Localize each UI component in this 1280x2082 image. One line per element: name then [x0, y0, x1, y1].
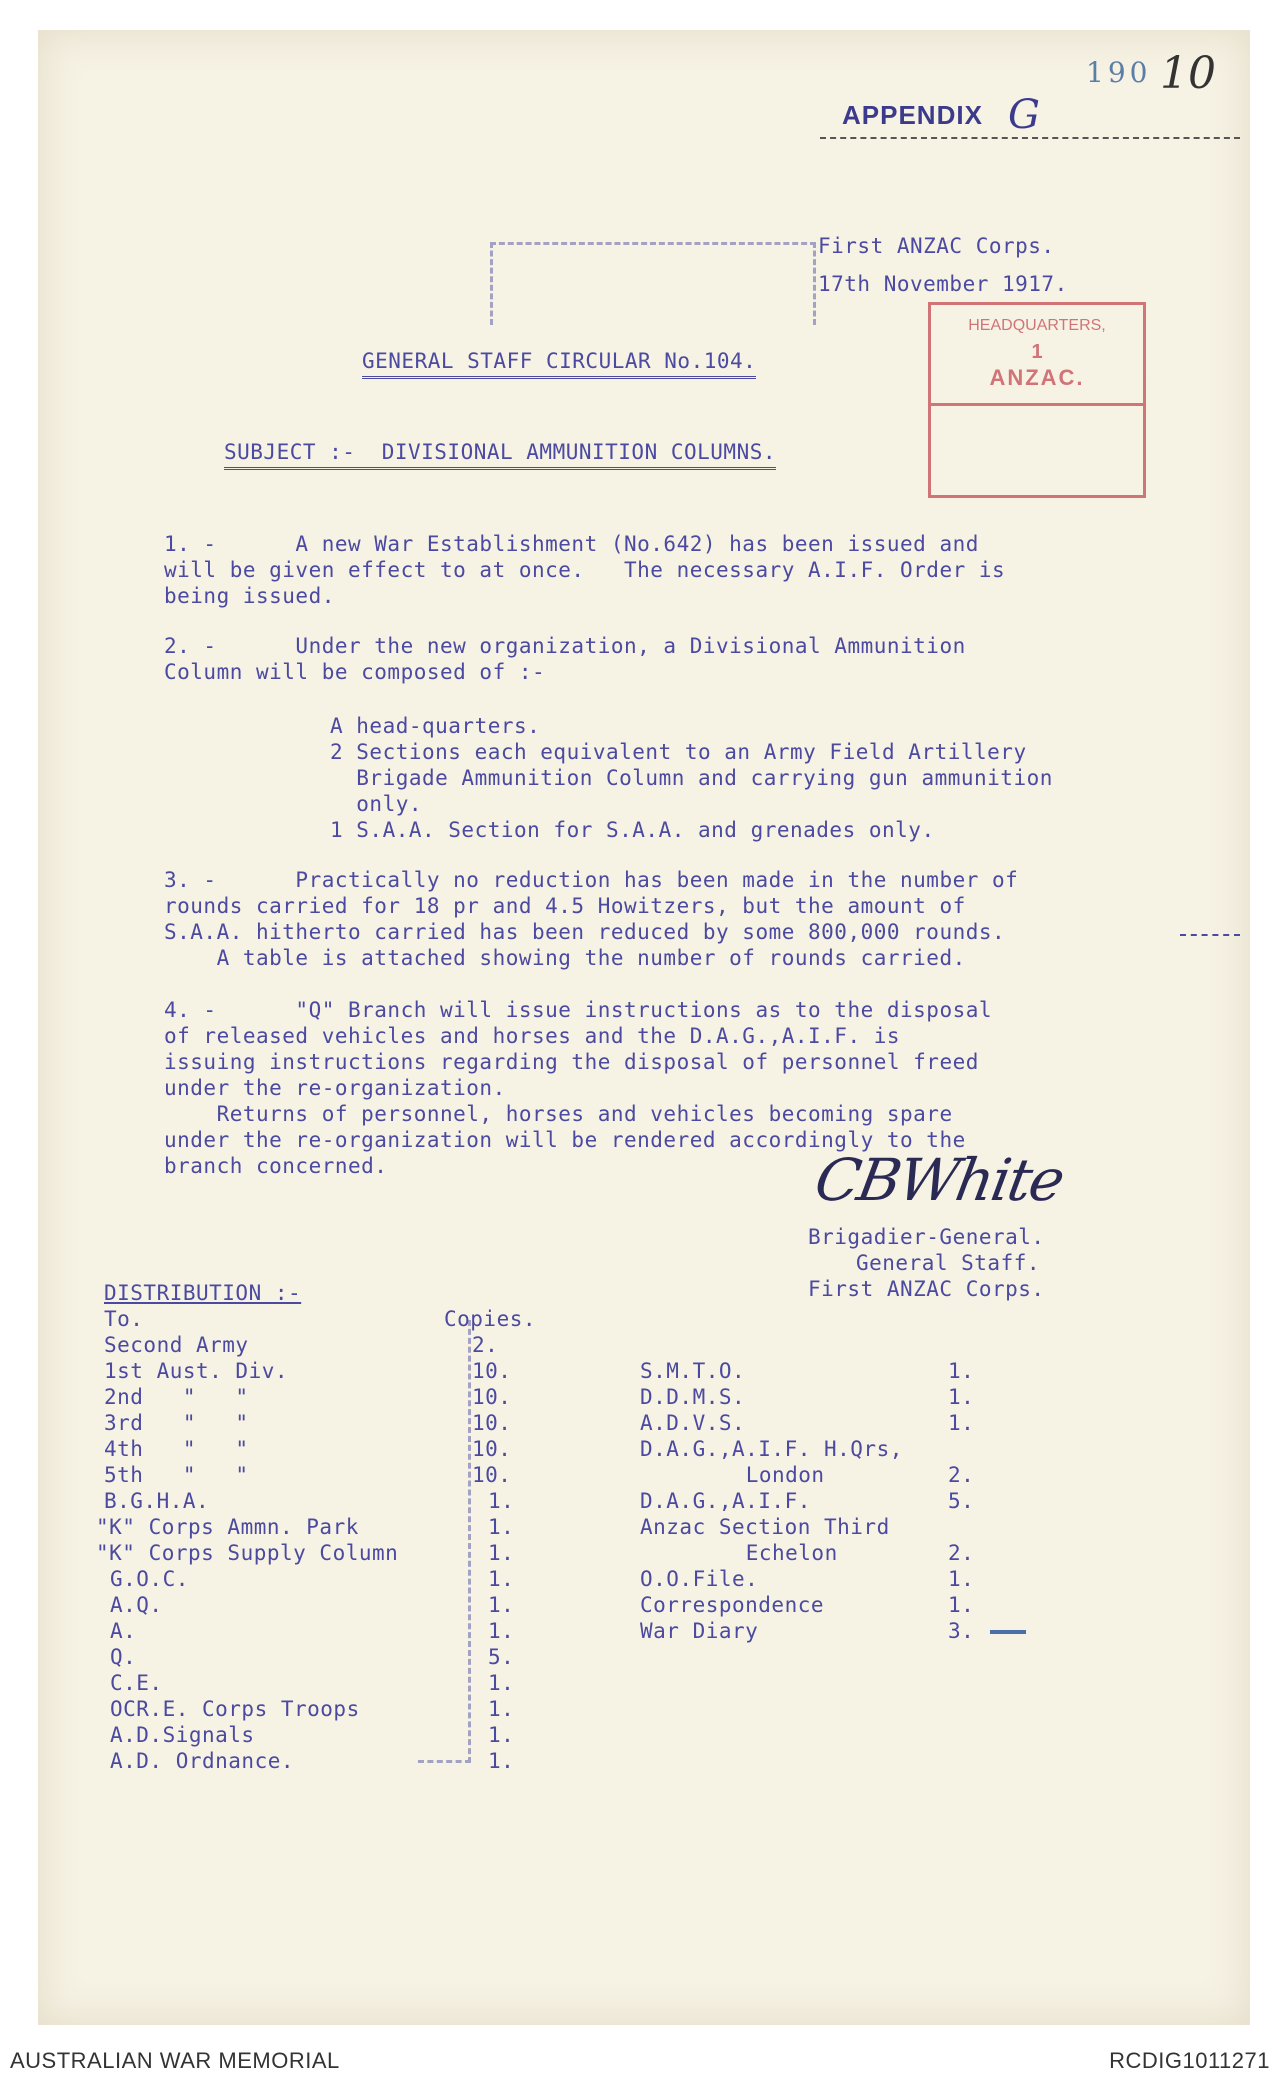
dist-left-name: A.Q. — [110, 1593, 163, 1617]
dist-left-copies: 10. — [472, 1385, 512, 1409]
dist-left-copies: 1. — [488, 1723, 515, 1747]
archive-credit: AUSTRALIAN WAR MEMORIAL — [10, 2048, 340, 2073]
dist-left-name: "K" Corps Supply Column — [96, 1541, 399, 1565]
hq-stamp-line1: HEADQUARTERS, — [968, 317, 1106, 334]
para-2-item-2b: Brigade Ammunition Column and carrying gun ammunition — [330, 766, 1053, 790]
archive-id: RCDIG1011271 — [1109, 2048, 1270, 2073]
dist-left-copies: 1. — [488, 1619, 515, 1643]
para-1-line-2: will be given effect to at once. The necessary A.I.F. Order is — [164, 558, 1006, 582]
dist-right-name: A.D.V.S. — [640, 1411, 746, 1435]
para-1-line-3: being issued. — [164, 584, 335, 608]
circular-title: GENERAL STAFF CIRCULAR No.104. — [362, 348, 756, 379]
bleed-through-box-lower — [418, 1320, 471, 1763]
dist-left-copies: 10. — [472, 1463, 512, 1487]
para-2-item-2a: 2 Sections each equivalent to an Army Field Artillery — [330, 740, 1027, 764]
dist-left-name: B.G.H.A. — [104, 1489, 210, 1513]
dist-right-name: War Diary — [640, 1619, 759, 1643]
dist-left-name: G.O.C. — [110, 1567, 189, 1591]
appendix-rule — [820, 137, 1240, 139]
signature-rank: Brigadier-General. — [808, 1225, 1045, 1249]
dist-left-copies: 1. — [488, 1697, 515, 1721]
para-2-item-1: A head-quarters. — [330, 714, 541, 738]
para-2-item-3: 1 S.A.A. Section for S.A.A. and grenades only. — [330, 818, 935, 842]
handwritten-signature: CBWhite — [810, 1146, 1069, 1214]
dist-right-name: D.A.G.,A.I.F. — [640, 1489, 811, 1513]
para-2-line-2: Column will be composed of :- — [164, 660, 546, 684]
para-4-line-4: under the re-organization. — [164, 1076, 506, 1100]
para-1-line-1: 1. - A new War Establishment (No.642) has been issued and — [164, 532, 979, 556]
dist-left-copies: 1. — [488, 1593, 515, 1617]
origin-line: First ANZAC Corps. — [818, 234, 1055, 258]
para-4-line-6: under the re-organization will be rendered accordingly to the — [164, 1128, 966, 1152]
dist-left-name: 2nd " " — [104, 1385, 249, 1409]
dist-right-copies: 3. — [948, 1619, 975, 1643]
dist-right-name: O.O.File. — [640, 1567, 759, 1591]
dist-left-name: Q. — [110, 1645, 137, 1669]
dist-right-copies: 1. — [948, 1593, 975, 1617]
appendix-letter: G — [1008, 92, 1040, 138]
para-2-item-2c: only. — [330, 792, 423, 816]
dist-right-name: Anzac Section Third — [640, 1515, 890, 1539]
dist-left-name: 5th " " — [104, 1463, 249, 1487]
dist-left-name: A. — [110, 1619, 137, 1643]
headquarters-stamp — [928, 302, 1146, 498]
dist-left-copies: 1. — [488, 1671, 515, 1695]
para-3-line-1: 3. - Practically no reduction has been made in the number of — [164, 868, 1019, 892]
para-4-line-2: of released vehicles and horses and the D.A.G.,A.I.F. is — [164, 1024, 901, 1048]
distribution-to-label: To. — [104, 1307, 144, 1331]
dist-right-name: D.A.G.,A.I.F. H.Qrs, — [640, 1437, 903, 1461]
dist-right-copies: 1. — [948, 1411, 975, 1435]
dist-right-copies: 1. — [948, 1567, 975, 1591]
hq-stamp-line2: 1 — [1031, 341, 1043, 363]
dist-right-name: D.D.M.S. — [640, 1385, 746, 1409]
dist-right-copies: 5. — [948, 1489, 975, 1513]
dist-left-name: "K" Corps Ammn. Park — [96, 1515, 359, 1539]
para-4-line-3: issuing instructions regarding the disposal of personnel freed — [164, 1050, 979, 1074]
appendix-label: APPENDIX — [842, 100, 983, 130]
dist-left-name: C.E. — [110, 1671, 163, 1695]
hq-stamp-divider — [931, 403, 1143, 406]
dist-left-copies: 2. — [472, 1333, 499, 1357]
dist-left-name: A.D. Ordnance. — [110, 1749, 295, 1773]
dist-left-copies: 1. — [488, 1489, 515, 1513]
dist-left-name: 3rd " " — [104, 1411, 249, 1435]
signature-corps: First ANZAC Corps. — [808, 1277, 1045, 1301]
dist-right-name: London — [680, 1463, 825, 1487]
dist-left-copies: 1. — [488, 1515, 515, 1539]
dist-left-copies: 1. — [488, 1567, 515, 1591]
dist-right-copies: 2. — [948, 1463, 975, 1487]
dist-left-copies: 1. — [488, 1749, 515, 1773]
dist-left-copies: 10. — [472, 1411, 512, 1435]
para-3-line-3: S.A.A. hitherto carried has been reduced by some 800,000 rounds. — [164, 920, 1006, 944]
dist-left-name: A.D.Signals — [110, 1723, 255, 1747]
dist-left-copies: 5. — [488, 1645, 515, 1669]
file-number-stamp: 190 — [1086, 56, 1152, 89]
para-4-line-5: Returns of personnel, horses and vehicles becoming spare — [164, 1102, 953, 1126]
distribution-copies-label: Copies. — [444, 1307, 537, 1331]
para-3-line-2: rounds carried for 18 pr and 4.5 Howitzers, but the amount of — [164, 894, 966, 918]
dist-left-name: 4th " " — [104, 1437, 249, 1461]
war-diary-mark — [990, 1630, 1026, 1634]
signature-staff: General Staff. — [856, 1251, 1041, 1275]
dist-right-copies: 2. — [948, 1541, 975, 1565]
dist-right-copies: 1. — [948, 1359, 975, 1383]
dist-left-name: Second Army — [104, 1333, 249, 1357]
para-4-line-1: 4. - "Q" Branch will issue instructions as to the disposal — [164, 998, 993, 1022]
margin-dash — [1180, 934, 1240, 936]
dist-left-name: OCR.E. Corps Troops — [110, 1697, 360, 1721]
para-2-line-1: 2. - Under the new organization, a Divisional Ammunition — [164, 634, 966, 658]
bleed-through-box — [490, 242, 816, 325]
dist-right-name: S.M.T.O. — [640, 1359, 746, 1383]
hq-stamp-line3: ANZAC. — [989, 365, 1085, 390]
subject-line: SUBJECT :- DIVISIONAL AMMUNITION COLUMNS. — [224, 439, 776, 470]
date-line: 17th November 1917. — [818, 272, 1068, 296]
dist-right-name: Correspondence — [640, 1593, 825, 1617]
para-3-line-4: A table is attached showing the number of rounds carried. — [164, 946, 966, 970]
dist-right-name: Echelon — [680, 1541, 838, 1565]
dist-left-copies: 10. — [472, 1359, 512, 1383]
dist-left-name: 1st Aust. Div. — [104, 1359, 289, 1383]
dist-left-copies: 10. — [472, 1437, 512, 1461]
dist-right-copies: 1. — [948, 1385, 975, 1409]
dist-left-copies: 1. — [488, 1541, 515, 1565]
para-4-line-7: branch concerned. — [164, 1154, 388, 1178]
handwritten-number: 10 — [1160, 48, 1216, 99]
distribution-heading: DISTRIBUTION :- — [104, 1281, 302, 1305]
